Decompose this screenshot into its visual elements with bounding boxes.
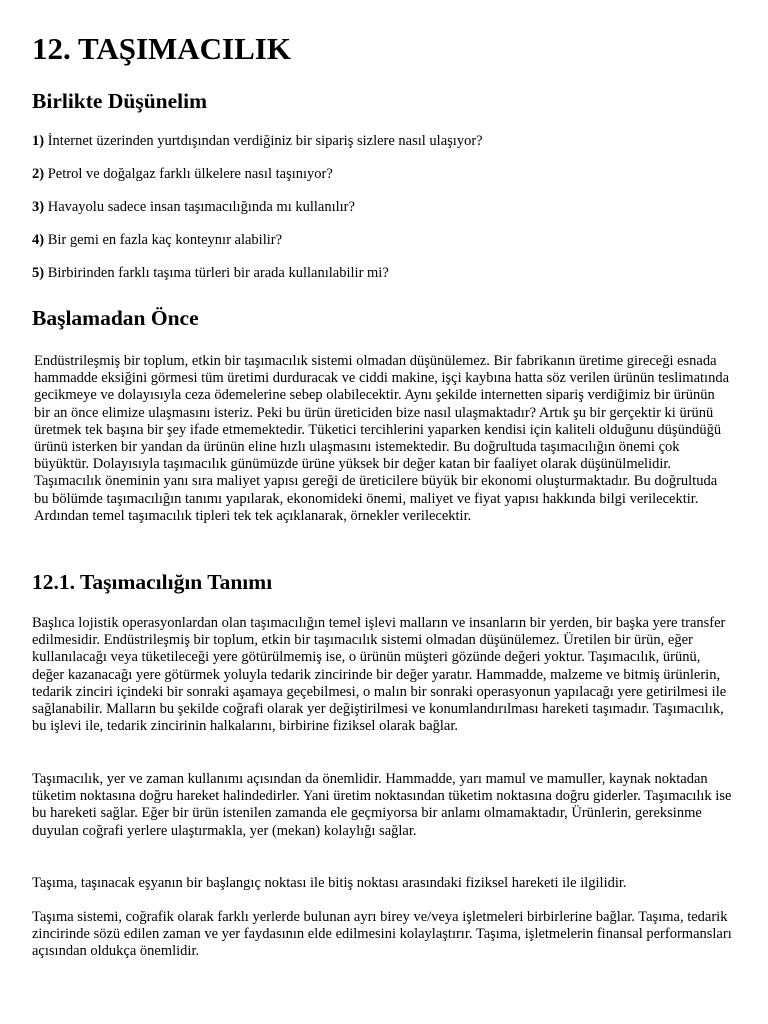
heading-baslamadan-once: Başlamadan Önce [32,306,199,330]
page-title: 12. TAŞIMACILIK [32,31,291,66]
question-text: Havayolu sadece insan taşımacılığında mı kullanılır? [44,199,355,215]
definition-paragraph-3: Taşıma, taşınacak eşyanın bir başlangıç noktası ile bitiş noktası arasındaki fiziksel hareketi ile ilgilidir. [32,875,627,891]
question-text: Birbirinden farklı taşıma türleri bir arada kullanılabilir mi? [44,265,389,281]
question-number: 4) [32,232,45,248]
intro-paragraph: Endüstrileşmiş bir toplum, etkin bir taşımacılık sistemi olmadan düşünülemez. Bir fabrikanın üretime gireceği esnada hammadde eksiğini görmesi tüm üretimi durduracak ve ciddi makine, işçi kaybına hatta söz verilen ürünün teslimatında gecikmeye ve dolayısıyla ceza ödemelerine sebep olabilecektir. Aynı şekilde internetten sipariş verdiğimiz bir ürünün bir an önce elimize ulaşmasını isteriz. Peki bu ürün üreticiden bize nasıl ulaşmaktadır? Artık şu bir gerçektir ki ürünü üretmek tek başına bir şey ifade etmemektedir. Tüketici tercihlerini yaparken kendisi için kaliteli olduğunu düşündüğü ürünü isterken bir yandan da ürünün eline hızlı ulaşmasını istemektedir. Bu doğrultuda taşımacılığın önemi çok büyüktür. Dolayısıyla taşımacılık günümüzde ürüne yüksek bir değer katan bir faaliyet olarak düşünülmelidir. Taşımacılık öneminin yanı sıra maliyet yapısı gereği de üreticilere büyük bir ekonomi oluşturmaktadır. Bu doğrultuda bu bölümde taşımacılığın tanımı yapılarak, ekonomideki önemi, maliyet ve fiyat yapısı hakkında bilgi verilecektir. Ardından temel taşımacılık tipleri tek tek açıklanarak, örnekler verilecektir. [34,353,730,524]
question-item [32,263,732,296]
definition-paragraph-4: Taşıma sistemi, coğrafik olarak farklı yerlerde bulunan ayrı birey ve/veya işletmeleri birbirlerine bağlar. Taşıma, tedarik zincirinde sözü edilen zaman ve yer faydasının elde edilmesini kolaylaştırır. Taşıma, işletmelerin finansal performansları açısından oldukça önemlidir. [32,909,732,960]
heading-birlikte-dusunelim: Birlikte Düşünelim [32,89,208,113]
question-text: İnternet üzerinden yurtdışından verdiğiniz bir sipariş sizlere nasıl ulaşıyor? [44,133,483,149]
question-text: Bir gemi en fazla kaç konteynır alabilir? [44,232,283,248]
heading-tasimaciligin-tanimi: 12.1. Taşımacılığın Tanımı [32,570,273,594]
question-number: 2) [32,166,45,182]
question-item [32,230,732,263]
question-text: Petrol ve doğalgaz farklı ülkelere nasıl taşınıyor? [44,166,333,182]
question-list [32,131,732,296]
question-item [32,131,732,164]
question-number: 5) [32,265,45,281]
definition-paragraph-2: Taşımacılık, yer ve zaman kullanımı açısından da önemlidir. Hammadde, yarı mamul ve mamuller, kaynak noktadan tüketim noktasına doğru hareket halindedirler. Yani üretim noktasından tüketim noktasına doğru giderler. Taşımacılık ise bu hareketi sağlar. Eğer bir ürün istenilen zamanda ele geçmiyorsa bir anlamı olmamaktadır, Ürünlerin, gereksinme duyulan coğrafi yerlere ulaştırmakla, yer (mekan) kolaylığı sağlar. [32,771,732,839]
question-item [32,197,732,230]
question-number: 3) [32,199,45,215]
definition-paragraph-1: Başlıca lojistik operasyonlardan olan taşımacılığın temel işlevi malların ve insanların bir yerden, bir başka yere transfer edilmesidir. Endüstrileşmiş bir toplum, etkin bir taşımacılık sistemi olmadan düşünülemez. Üretilen bir ürün, eğer kullanılacağı veya tüketileceği yere götürülmemiş ise, o ürünün müşteri gözünde değeri yoktur. Taşımacılık, ürünü, değer kazanacağı yere götürmek yoluyla tedarik zincirinde bir değer yaratır. Hammadde, malzeme ve bitmiş ürünlerin, tedarik zinciri içindeki bir sonraki aşamaya geçebilmesi, o malın bir sonraki operasyonun yapılacağı yere getirilmesi ile sağlanabilir. Malların bu şekilde coğrafi olarak yer değiştirilmesi ve konumlandırılması hareketi taşımadır. Taşımacılık, bu işlevi ile, tedarik zincirinin halkalarını, birbirine fiziksel olarak bağlar. [32,615,727,735]
question-number: 1) [32,133,45,149]
question-item [32,164,732,197]
